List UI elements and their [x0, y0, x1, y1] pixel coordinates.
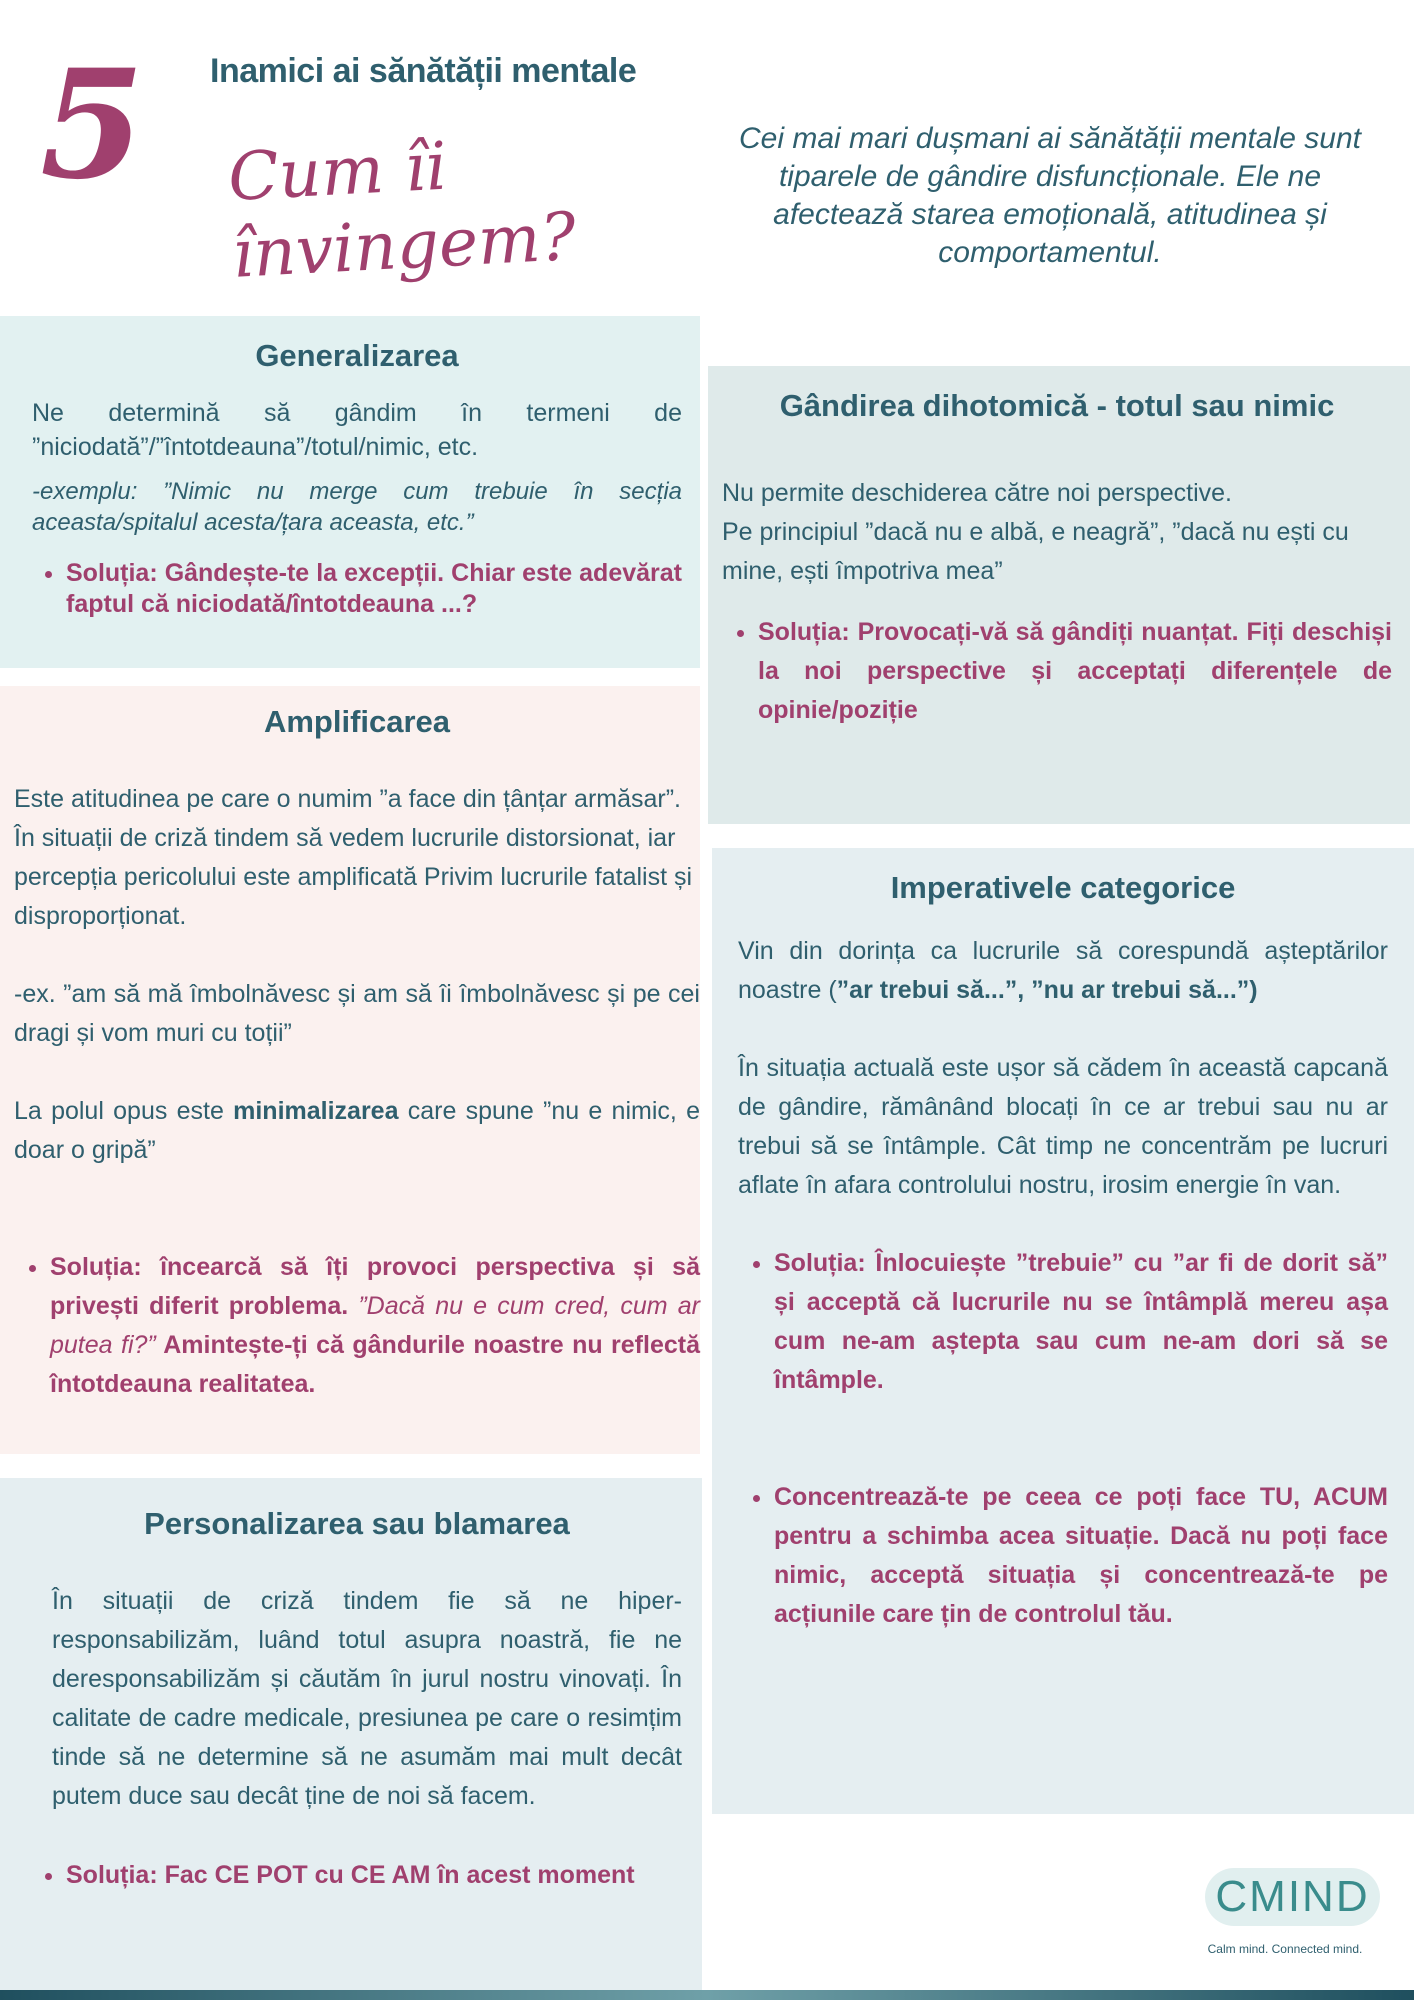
- solution-item: • Soluția: Provocați-vă să gândiți nuanțat. Fiți deschiși la noi perspective și acceptați diferențele de opinie/poziție: [758, 613, 1392, 730]
- solution-list: [738, 1244, 1388, 1400]
- solution-item: • Soluția: încearcă să îți provoci perspectiva și să privești diferit problema. ”Dacă nu e cum cred, cum ar putea fi?” Amintește-ți că gândurile noastre nu reflectă întotdeauna realitatea.: [50, 1248, 700, 1404]
- section-text: Nu permite deschiderea către noi perspective.: [722, 479, 1232, 507]
- section-title: Generalizarea: [255, 338, 459, 373]
- solution-list: [32, 1856, 682, 1895]
- solution-item: • Soluția: Gândește-te la excepții. Chiar este adevărat faptul că niciodată/întotdeauna ...?: [66, 558, 682, 620]
- section-text: În situații de criză tindem fie să ne hiper-responsabilizăm, luând totul asupra noastră, fie ne deresponsabilizăm și căutăm în jurul nostru vinovați. În calitate de cadre medicale, presiunea pe care o resimțim tinde să ne determine să ne asumăm mai mult decât putem duce sau decât ține de noi să facem.: [52, 1587, 682, 1810]
- logo: CMIND: [1215, 1872, 1370, 1921]
- section-title: Gândirea dihotomică - totul sau nimic: [779, 388, 1335, 423]
- section-text: Este atitudinea pe care o numim ”a face din țânțar armăsar”. În situații de criză tindem să vedem lucrurile distorsionat, iar percepția pericolului este amplificată Privim lucrurile fatalist și disproporționat.: [14, 785, 693, 930]
- intro-text: Cei mai mari dușmani ai sănătății mentale sunt tiparele de gândire disfuncționale. Ele ne afectează starea emoțională, atitudinea și comportamentul.: [739, 122, 1361, 269]
- section-generalizarea: [0, 316, 700, 668]
- solution-list: [14, 1248, 700, 1404]
- section-text: Vin din dorința ca lucrurile să corespundă așteptărilor noastre (”ar trebui să...”, ”nu ar trebui să...”): [738, 937, 1388, 1004]
- section-text: Ne determină să gândim în termeni de ”niciodată”/”întotdeauna”/totul/nimic, etc.: [32, 399, 682, 461]
- solution-list: [722, 613, 1392, 730]
- section-title: Imperativele categorice: [890, 870, 1236, 905]
- section-personalizarea: [0, 1478, 702, 1990]
- section-amplificarea: [0, 686, 700, 1454]
- section-title: Personalizarea sau blamarea: [144, 1506, 570, 1541]
- section-example: -exemplu: ”Nimic nu merge cum trebuie în secția aceasta/spitalul acesta/țara aceasta, etc.”: [32, 478, 682, 536]
- number-five: 5: [40, 37, 145, 213]
- section-text: Pe principiul ”dacă nu e albă, e neagră”, ”dacă nu ești cu mine, ești împotriva mea”: [722, 518, 1349, 585]
- page-title: Inamici ai sănătății mentale: [210, 52, 637, 90]
- section-imperativele: [712, 848, 1414, 1814]
- section-example: -ex. ”am să mă îmbolnăvesc și am să îi îmbolnăvesc și pe cei dragi și vom muri cu toții”: [14, 980, 700, 1047]
- logo-tagline: Calm mind. Connected mind.: [1207, 1942, 1363, 1956]
- section-text: În situația actuală este ușor să cădem în această capcană de gândire, rămânând blocați în ce ar trebui sau nu ar trebui să se întâmple. Cât timp ne concentrăm pe lucruri aflate în afara controlului nostru, irosim energie în van.: [738, 1054, 1388, 1199]
- section-dihotomica: [708, 366, 1410, 824]
- solution-list: [738, 1478, 1388, 1634]
- bottom-bar: [0, 1990, 1414, 2000]
- solution-list: [32, 558, 682, 620]
- solution-item: • Soluția: Înlocuiește ”trebuie” cu ”ar fi de dorit să” și acceptă că lucrurile nu se întâmplă mereu așa cum ne-am aștepta sau cum ne-am dori să se întâmple.: [774, 1244, 1388, 1400]
- solution-item: • Soluția: Fac CE POT cu CE AM în acest moment: [66, 1856, 682, 1895]
- section-title: Amplificarea: [263, 704, 451, 739]
- section-text-minimalizare: La polul opus este minimalizarea care spune ”nu e nimic, e doar o gripă”: [14, 1097, 700, 1164]
- solution-item: • Concentrează-te pe ceea ce poți face TU, ACUM pentru a schimba acea situație. Dacă nu poți face nimic, acceptă situația și concentrează-te pe acțiunile care țin de controlul tău.: [774, 1478, 1388, 1634]
- page-subtitle: Cum îi învingem?: [226, 127, 578, 293]
